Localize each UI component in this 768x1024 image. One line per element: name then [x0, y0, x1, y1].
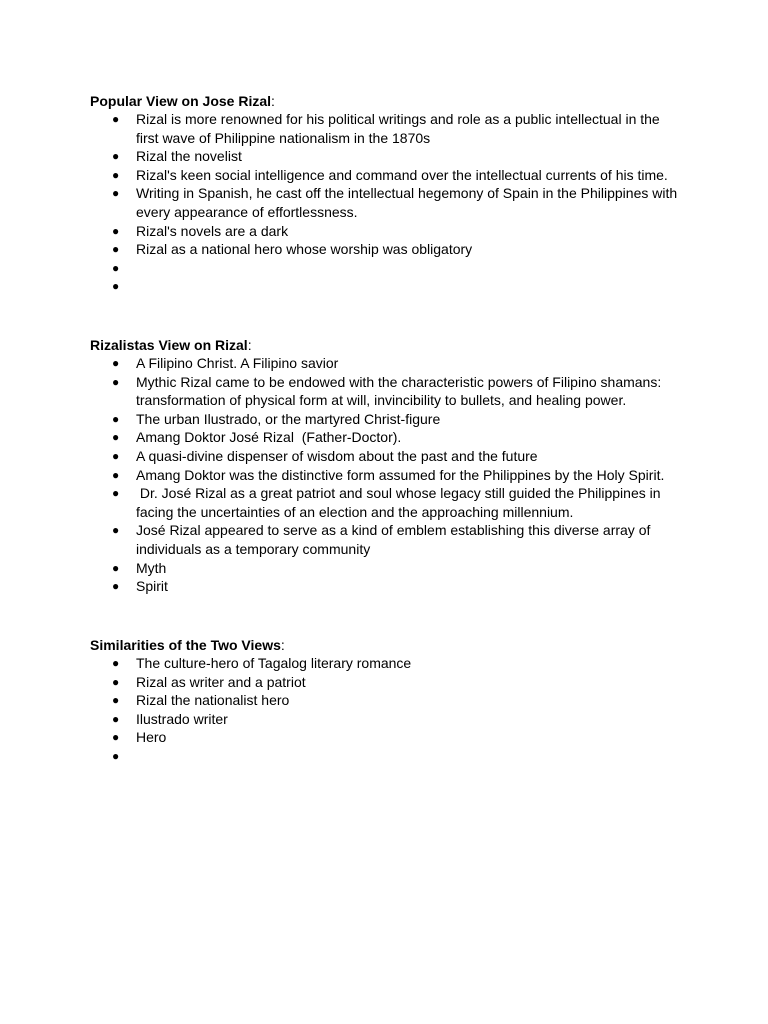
list-item-text: Rizal the novelist [136, 148, 242, 165]
bullet-icon: ● [112, 523, 120, 538]
list-item [90, 466, 680, 485]
list-item-text: Myth [136, 559, 167, 576]
bullet-icon: ● [112, 356, 120, 370]
list-item [90, 277, 680, 296]
list-item-text: The urban Ilustrado, or the martyred Christ-figure [136, 410, 441, 427]
list-item-text: Writing in Spanish, he cast off the intellectual hegemony of Spain in the Philippines with every appearance of effortlessness. [136, 185, 682, 220]
bullet-icon: ● [112, 430, 120, 445]
section-heading [90, 336, 680, 354]
list-item [90, 240, 680, 259]
list-item [90, 354, 680, 373]
list-item-text: Rizal's novels are a dark [136, 222, 289, 239]
bullet-icon: ● [112, 467, 120, 482]
list-item-text: A quasi-divine dispenser of wisdom about the past and the future [136, 447, 538, 464]
list-item [90, 259, 680, 278]
list-item-text: José Rizal appeared to serve as a kind of emblem establishing this diverse array of individuals as a temporary community [136, 522, 655, 557]
list-item [90, 428, 680, 447]
bullet-icon: ● [112, 186, 120, 201]
list-item [90, 166, 680, 185]
list-item-text: Rizal is more renowned for his political writings and role as a public intellectual in the first wave of Philippine nationalism in the 1870s [136, 111, 664, 146]
bullet-icon: ● [112, 411, 120, 426]
list-item [90, 691, 680, 710]
bullet-icon: ● [112, 374, 120, 389]
list-item-text: Amang Doktor was the distinctive form assumed for the Philippines by the Holy Spirit. [136, 466, 665, 483]
bullet-icon: ● [112, 730, 120, 745]
list-item-text: Rizal's keen social intelligence and command over the intellectual currents of his time. [136, 166, 668, 183]
bullet-icon: ● [112, 112, 120, 126]
list-item-text: Hero [136, 729, 167, 746]
bullet-list [90, 110, 680, 296]
section-heading [90, 636, 680, 654]
list-item [90, 373, 680, 410]
bullet-icon: ● [112, 486, 120, 501]
section-popular-view [90, 92, 680, 296]
bullet-icon: ● [112, 242, 120, 257]
list-item [90, 484, 680, 521]
bullet-icon: ● [112, 748, 120, 763]
bullet-icon: ● [112, 167, 120, 182]
section-heading [90, 92, 680, 110]
list-item-text: The culture-hero of Tagalog literary romance [136, 655, 412, 671]
section-heading-colon: : [247, 337, 252, 353]
list-item-text: Spirit [136, 578, 168, 595]
list-item [90, 673, 680, 692]
section-heading-title: Rizalistas View on Rizal [90, 337, 248, 353]
list-item-text: Rizal the nationalist hero [136, 692, 290, 709]
bullet-icon: ● [112, 674, 120, 689]
list-item-text: Dr. José Rizal as a great patriot and soul whose legacy still guided the Philippines in facing the uncertainties of an election and the approaching millennium. [136, 485, 665, 520]
bullet-icon: ● [112, 149, 120, 164]
list-item [90, 654, 680, 673]
bullet-icon: ● [112, 279, 120, 294]
bullet-icon: ● [112, 260, 120, 275]
bullet-icon: ● [112, 656, 120, 670]
section-similarities [90, 636, 680, 766]
list-item-text: Rizal as a national hero whose worship was obligatory [136, 241, 473, 258]
bullet-list [90, 654, 680, 766]
list-item [90, 710, 680, 729]
section-heading-colon: : [271, 93, 275, 109]
list-item [90, 184, 680, 221]
list-item [90, 110, 680, 147]
section-rizalistas-view [90, 336, 680, 596]
bullet-icon: ● [112, 223, 120, 238]
list-item [90, 147, 680, 166]
section-heading-colon: : [280, 637, 285, 653]
list-item-text: Rizal as writer and a patriot [136, 673, 306, 690]
list-item [90, 747, 680, 766]
list-item [90, 222, 680, 241]
list-item [90, 447, 680, 466]
list-item-text: Mythic Rizal came to be endowed with the characteristic powers of Filipino shamans: transformation of physical form at will, invincibility to bullets, and healing power. [136, 373, 666, 409]
section-heading-title: Popular View on Jose Rizal [90, 93, 272, 109]
list-item-text: A Filipino Christ. A Filipino savior [136, 355, 339, 371]
bullet-icon: ● [112, 693, 120, 708]
list-item-text: Amang Doktor José Rizal (Father-Doctor). [136, 429, 402, 446]
list-item [90, 521, 680, 558]
list-item [90, 410, 680, 429]
bullet-icon: ● [112, 448, 120, 463]
list-item-text: Ilustrado writer [136, 710, 228, 727]
bullet-list [90, 354, 680, 596]
list-item [90, 559, 680, 578]
list-item [90, 728, 680, 747]
list-item [90, 577, 680, 596]
section-heading-title: Similarities of the Two Views [90, 637, 281, 653]
bullet-icon: ● [112, 711, 120, 726]
bullet-icon: ● [112, 560, 120, 575]
bullet-icon: ● [112, 579, 120, 594]
